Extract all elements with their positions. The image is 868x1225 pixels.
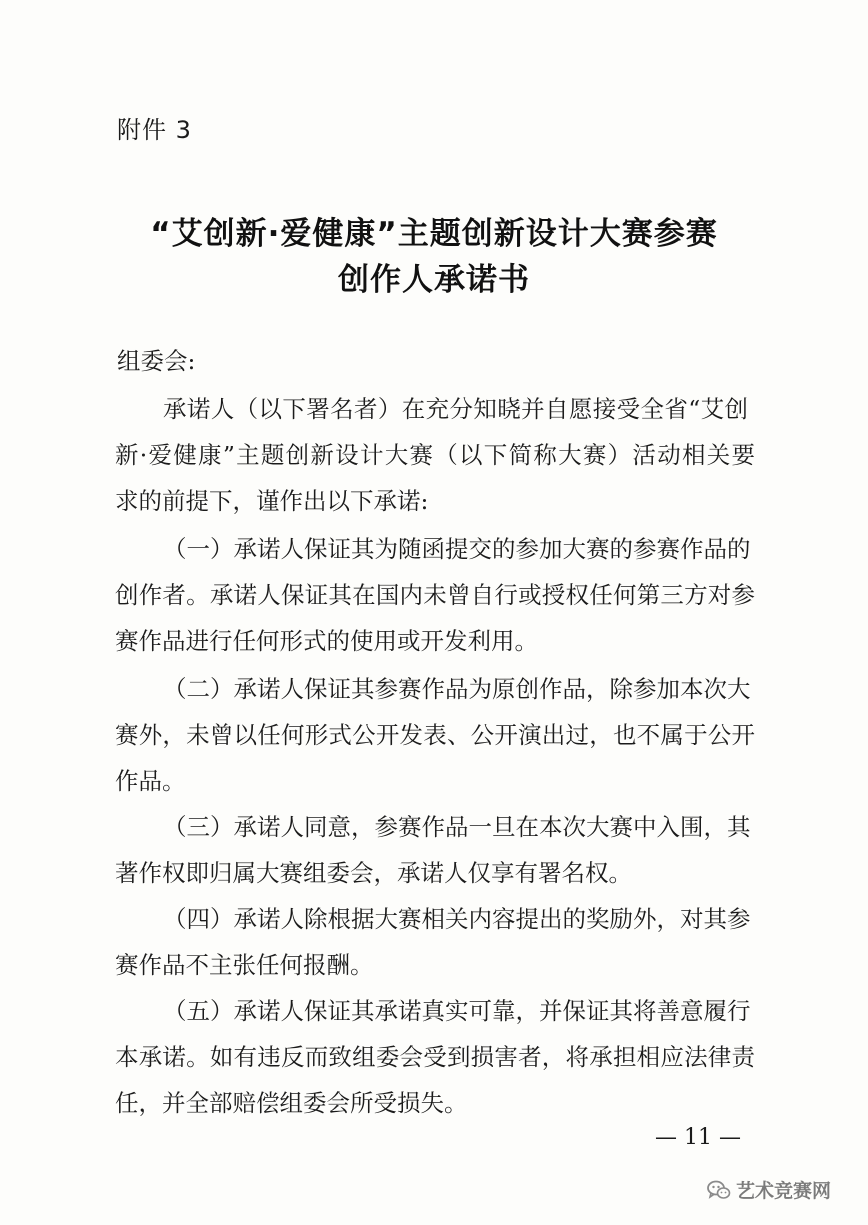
watermark-text: 艺术竞赛网 [736,1180,832,1202]
paragraph-line: （三）承诺人同意，参赛作品一旦在本次大赛中入围，其 [163,813,751,841]
page-number: — 11 — [655,1125,741,1150]
salutation: 组委会: [117,347,196,375]
paragraph-line: 赛外，未曾以任何形式公开发表、公开演出过，也不属于公开 [115,721,755,749]
title-line-1: “艾创新·爱健康”主题创新设计大赛参赛 [150,216,718,252]
title-line-2: 创作人承诺书 [338,262,530,298]
paragraph-line: 新·爱健康”主题创新设计大赛（以下简称大赛）活动相关要 [115,441,755,469]
paragraph-line: （五）承诺人保证其承诺真实可靠，并保证其将善意履行 [163,997,751,1025]
paragraph-line: 创作者。承诺人保证其在国内未曾自行或授权任何第三方对参 [115,581,755,609]
paragraph-line: 任，并全部赔偿组委会所受损失。 [115,1089,468,1117]
wechat-icon [707,1179,731,1201]
watermark [707,1176,831,1203]
paragraph-line: 作品。 [115,767,186,795]
paragraph-line: 赛作品不主张任何报酬。 [115,951,374,979]
paragraph-line: （二）承诺人保证其参赛作品为原创作品，除参加本次大 [163,675,751,703]
paragraph-line: 著作权即归属大赛组委会，承诺人仅享有署名权。 [115,859,632,887]
paragraph-line: 承诺人（以下署名者）在充分知晓并自愿接受全省“艾创 [163,395,748,423]
paragraph-line: 赛作品进行任何形式的使用或开发利用。 [115,627,538,655]
paragraph-line: （四）承诺人除根据大赛相关内容提出的奖励外，对其参 [163,905,751,933]
paragraph-line: （一）承诺人保证其为随函提交的参加大赛的参赛作品的 [163,535,751,563]
paragraph-line: 本承诺。如有违反而致组委会受到损害者，将承担相应法律责 [115,1043,755,1071]
attachment-label: 附件 3 [117,116,192,144]
paragraph-line: 求的前提下，谨作出以下承诺: [115,487,429,515]
